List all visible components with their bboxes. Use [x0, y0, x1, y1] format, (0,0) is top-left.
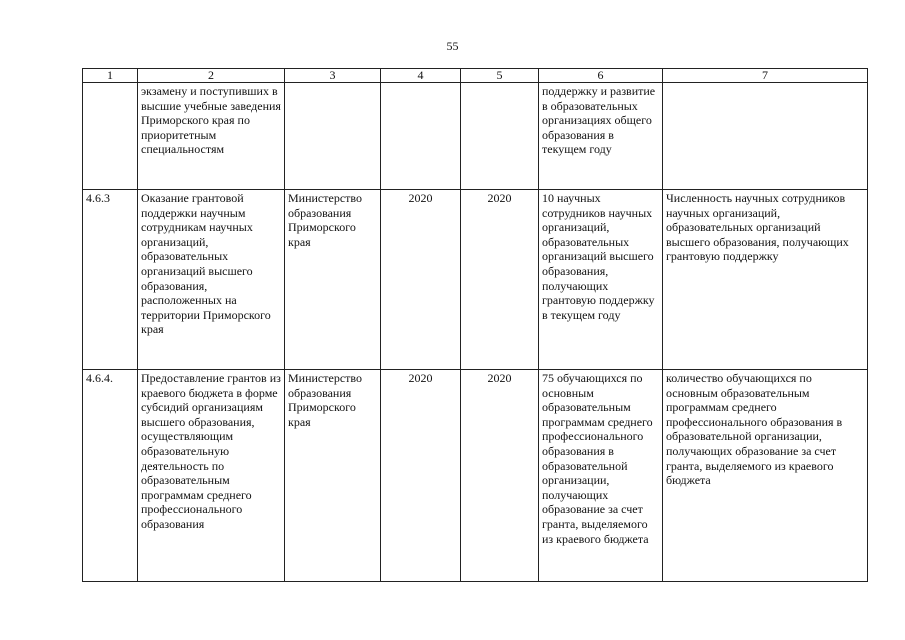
- executor-cell: [285, 83, 381, 190]
- start-year-cell: 2020: [381, 190, 461, 370]
- header-cell: 7: [663, 69, 868, 83]
- row-number-cell: [83, 83, 138, 190]
- header-cell: 2: [138, 69, 285, 83]
- start-year-cell: 2020: [381, 370, 461, 582]
- indicator-cell: [663, 83, 868, 190]
- end-year-cell: [461, 83, 539, 190]
- page-number: 55: [446, 39, 459, 53]
- result-cell: 10 научных сотрудников научных организаций, образовательных организаций высшего образования, получающих грантовую поддержку в текущем году: [539, 190, 663, 370]
- table-row: [83, 83, 868, 190]
- start-year-cell: [381, 83, 461, 190]
- header-cell: 6: [539, 69, 663, 83]
- end-year-cell: 2020: [461, 370, 539, 582]
- row-number-cell: 4.6.4.: [83, 370, 138, 582]
- end-year-cell: 2020: [461, 190, 539, 370]
- indicator-cell: Численность научных сотрудников научных организаций, образовательных организаций высшего образования, получающих грантовую поддержку: [663, 190, 868, 370]
- table-row: [83, 370, 868, 582]
- executor-cell: Министерство образования Приморского края: [285, 190, 381, 370]
- measures-table: [82, 68, 868, 582]
- measure-cell: Предоставление грантов из краевого бюджета в форме субсидий организациям высшего образования, осуществляющим образовательную деятельность по образовательным программам среднего профессионального образования: [138, 370, 285, 582]
- measure-cell: Оказание грантовой поддержки научным сотрудникам научных организаций, образовательных организаций высшего образования, расположенных на территории Приморского края: [138, 190, 285, 370]
- header-cell: 4: [381, 69, 461, 83]
- indicator-cell: количество обучающихся по основным образовательным программам среднего профессионального образования в образовательной организации, получающих образование за счет гранта, выделяемого из краевого бюджета: [663, 370, 868, 582]
- result-cell: 75 обучающихся по основным образовательным программам среднего профессионального образования в образовательной организации, получающих образование за счет гранта, выделяемого из краевого бюджета: [539, 370, 663, 582]
- header-row: [83, 69, 868, 83]
- header-cell: 1: [83, 69, 138, 83]
- row-number-cell: 4.6.3: [83, 190, 138, 370]
- table-row: [83, 190, 868, 370]
- header-cell: 5: [461, 69, 539, 83]
- header-cell: 3: [285, 69, 381, 83]
- measure-cell: экзамену и поступивших в высшие учебные заведения Приморского края по приоритетным специальностям: [138, 83, 285, 190]
- result-cell: поддержку и развитие в образовательных организациях общего образования в текущем году: [539, 83, 663, 190]
- executor-cell: Министерство образования Приморского края: [285, 370, 381, 582]
